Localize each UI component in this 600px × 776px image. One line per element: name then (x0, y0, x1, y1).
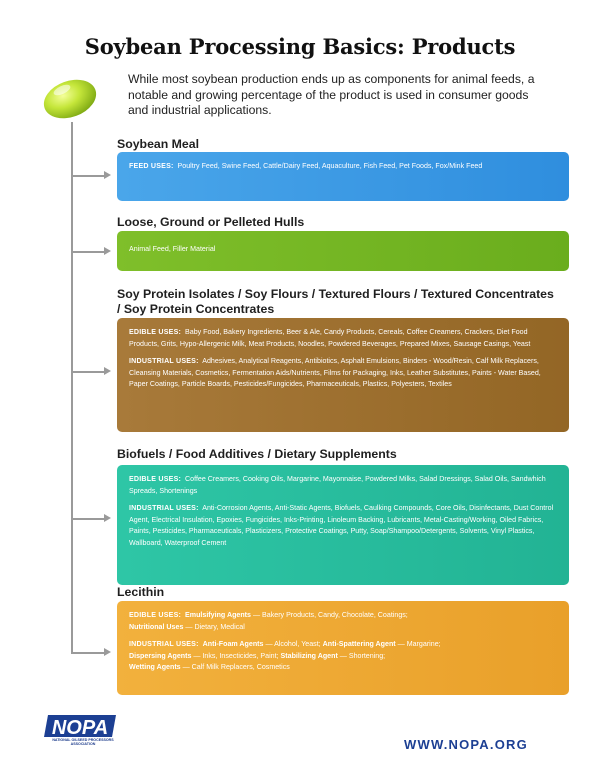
section-box-biofuels (117, 465, 569, 585)
hulls-uses-text: Animal Feed, Filler Material (129, 245, 216, 253)
edible-uses-text: EDIBLE USES: Coffee Creamers, Cooking Oils, Margarine, Mayonnaise, Powdered Milks, Salad Dressings, Salad Oils, Sandwhich Spreads, Shortenings (129, 475, 546, 495)
connector-tick (72, 652, 106, 654)
connector-tick (72, 251, 106, 253)
arrow-icon (104, 648, 111, 656)
industrial-uses-text: INDUSTRIAL USES: Anti-Corrosion Agents, Anti-Static Agents, Biofuels, Caulking Compounds, Core Oils, Disinfectants, Dust Control Agent, Electrical Insulation, Epoxies, Fungicides, Inks-Printing, Linoleum Backing, Lubricants, Metal-Casting/Working, Oiled Fabrics, Paints, Pesticides, Pharmaceuticals, Plasticizers, Protective Coatings, Putty, Soap/Shampoo/Detergents, Solvents, Vinyl Plastics, Wallboard, Waterproof Cement (129, 504, 554, 547)
logo-mark: NOPA (51, 717, 109, 739)
connector-tick (72, 518, 106, 520)
page-title: Soybean Processing Basics: Products (84, 34, 516, 59)
section-box-soybean-meal (117, 152, 569, 201)
logo-subtitle: NATIONAL OILSEED PROCESSORS ASSOCIATION (52, 738, 114, 747)
intro-text: While most soybean production ends up as components for animal feeds, a notable and growing percentage of the product is used in consumer goods and industrial applications. (128, 72, 535, 117)
section-box-lecithin (117, 601, 569, 695)
arrow-icon (104, 247, 111, 255)
nopa-logo (42, 713, 120, 757)
connector-tick (72, 175, 106, 177)
industrial-uses-text: INDUSTRIAL USES: Adhesives, Analytical Reagents, Antibiotics, Asphalt Emulsions, Binders - Wood/Resin, Calf Milk Replacers, Cleansing Materials, Cosmetics, Fermentation Aids/Nutrients, Films for Packaging, Inks, Leather Substitutes, Paints - Water Based, Paper Coatings, Particle Boards, Pesticides/Fungicides, Pharmaceuticals, Plastics, Polyesters, Textiles (129, 357, 541, 388)
section-box-hulls (117, 231, 569, 271)
arrow-icon (104, 514, 111, 522)
feed-uses-text: FEED USES: Poultry Feed, Swine Feed, Cattle/Dairy Feed, Aquaculture, Fish Feed, Pet Foods, Fox/Mink Feed (129, 162, 483, 170)
connector-line (71, 122, 73, 654)
section-title-soy-protein: Soy Protein Isolates / Soy Flours / Textured Flours / Textured Concentrates / Soy Protein Concentrates (117, 287, 554, 316)
section-title-hulls: Loose, Ground or Pelleted Hulls (117, 215, 305, 229)
section-box-soy-protein (117, 318, 569, 432)
soybean-icon (40, 74, 100, 120)
industrial-uses-text: INDUSTRIAL USES: Anti-Foam Agents — Alcohol, Yeast; Anti-Spattering Agent — Margarine; Dispersing Agents — Inks, Insecticides, Paint; Stabilizing Agent — Shortening; Wetting Agents — Calf Milk Replacers, Cosmetics (129, 640, 441, 671)
edible-uses-text: EDIBLE USES: Baby Food, Bakery Ingredients, Beer & Ale, Candy Products, Cereals, Coffee Creamers, Crackers, Diet Food Products, Grits, Hypo-Allergenic Milk, Meat Products, Noodles, Powdered Beverages, Prepared Mixes, Sausage Casings, Yeast (129, 328, 531, 348)
section-title-lecithin: Lecithin (117, 585, 165, 599)
arrow-icon (104, 171, 111, 179)
section-title-soybean-meal: Soybean Meal (117, 137, 200, 151)
section-title-biofuels: Biofuels / Food Additives / Dietary Supplements (117, 447, 397, 461)
edible-uses-text: EDIBLE USES: Emulsifying Agents — Bakery Products, Candy, Chocolate, Coatings; Nutritional Uses — Dietary, Medical (129, 611, 408, 631)
website-link[interactable]: WWW.NOPA.ORG (404, 737, 528, 752)
arrow-icon (104, 367, 111, 375)
connector-tick (72, 371, 106, 373)
